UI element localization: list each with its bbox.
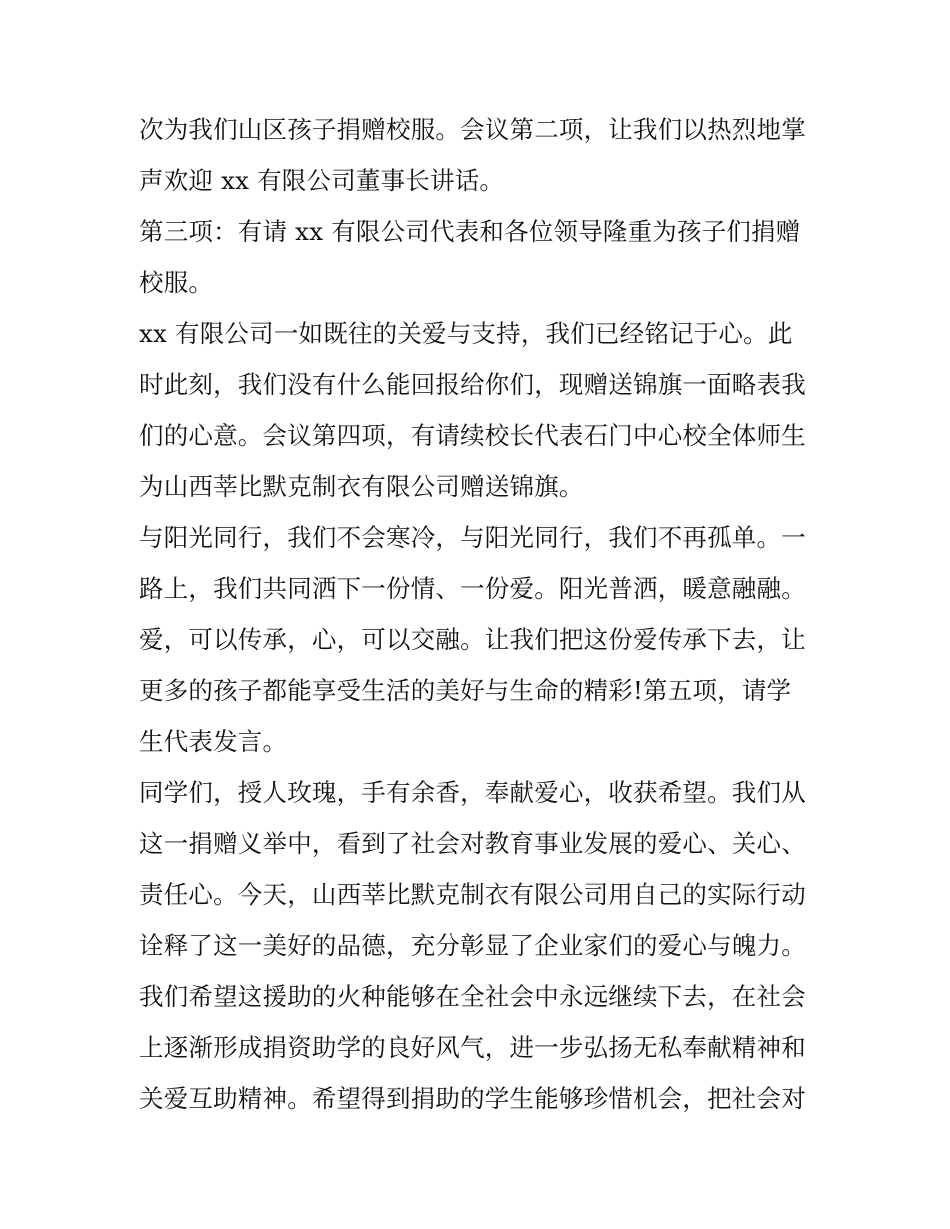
text-line: 时此刻，我们没有什么能回报给你们，现赠送锦旗一面略表我 — [139, 370, 806, 399]
text-line: 责任心。今天，山西莘比默克制衣有限公司用自己的实际行动 — [139, 880, 806, 909]
document-body — [139, 104, 819, 1124]
text-line: 们的心意。会议第四项，有请续校长代表石门中心校全体师生 — [139, 421, 806, 450]
text-line: 路上，我们共同洒下一份情、一份爱。阳光普洒，暖意融融。 — [139, 574, 806, 603]
text-line: xx 有限公司一如既往的关爱与支持，我们已经铭记于心。此 — [139, 319, 793, 348]
text-line: 校服。 — [139, 268, 214, 297]
text-line: 爱，可以传承，心，可以交融。让我们把这份爱传承下去，让 — [139, 625, 806, 654]
text-line: 与阳光同行，我们不会寒冷，与阳光同行，我们不再孤单。一 — [139, 523, 806, 552]
text-line: 同学们，授人玫瑰，手有余香，奉献爱心，收获希望。我们从 — [139, 778, 806, 807]
text-line: 次为我们山区孩子捐赠校服。会议第二项，让我们以热烈地掌 — [139, 115, 806, 144]
text-line: 这一捐赠义举中，看到了社会对教育事业发展的爱心、关心、 — [139, 829, 806, 858]
text-line: 上逐渐形成捐资助学的良好风气，进一步弘扬无私奉献精神和 — [139, 1033, 806, 1062]
text-line: 更多的孩子都能享受生活的美好与生命的精彩!第五项，请学 — [139, 676, 792, 705]
text-line: 声欢迎 xx 有限公司董事长讲话。 — [139, 166, 505, 195]
text-line: 生代表发言。 — [139, 727, 288, 756]
text-line: 我们希望这援助的火种能够在全社会中永远继续下去，在社会 — [139, 982, 806, 1011]
text-line: 为山西莘比默克制衣有限公司赠送锦旗。 — [139, 472, 584, 501]
text-line: 诠释了这一美好的品德，充分彰显了企业家们的爱心与魄力。 — [139, 931, 806, 960]
text-line: 第三项：有请 xx 有限公司代表和各位领导隆重为孩子们捐赠 — [139, 217, 801, 246]
text-line: 关爱互助精神。希望得到捐助的学生能够珍惜机会，把社会对 — [139, 1084, 806, 1113]
